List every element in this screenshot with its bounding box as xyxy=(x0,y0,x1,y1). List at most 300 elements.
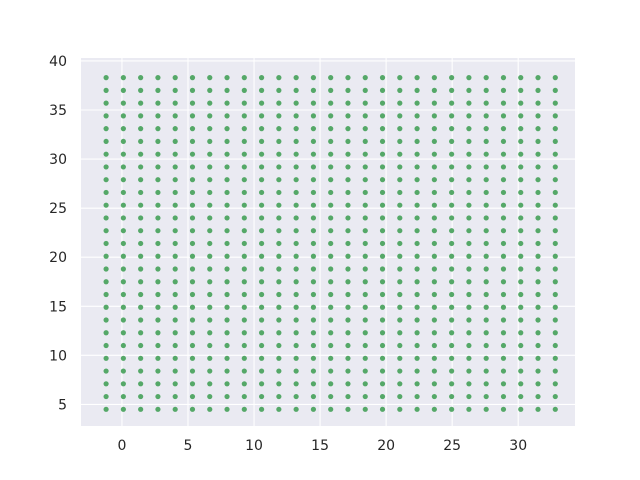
data-point xyxy=(449,381,454,386)
data-point xyxy=(190,394,195,399)
data-point xyxy=(121,215,126,220)
data-point xyxy=(104,228,109,233)
data-point xyxy=(173,343,178,348)
data-point xyxy=(242,152,247,157)
data-point xyxy=(104,75,109,80)
data-point xyxy=(345,126,350,131)
data-point xyxy=(242,241,247,246)
data-point xyxy=(414,381,419,386)
data-point xyxy=(414,343,419,348)
data-point xyxy=(276,152,281,157)
data-point xyxy=(242,228,247,233)
data-point xyxy=(121,177,126,182)
data-point xyxy=(224,330,229,335)
data-point xyxy=(207,266,212,271)
data-point xyxy=(363,139,368,144)
data-point xyxy=(484,164,489,169)
data-point xyxy=(311,254,316,259)
data-point xyxy=(449,343,454,348)
y-tick-label: 15 xyxy=(49,299,67,316)
data-point xyxy=(173,203,178,208)
data-point xyxy=(432,190,437,195)
data-point xyxy=(535,279,540,284)
data-point xyxy=(207,292,212,297)
data-point xyxy=(501,381,506,386)
x-axis-tick-labels xyxy=(117,438,527,454)
data-point xyxy=(104,139,109,144)
data-point xyxy=(259,190,264,195)
data-point xyxy=(501,177,506,182)
data-point xyxy=(242,75,247,80)
data-point xyxy=(190,101,195,106)
data-point xyxy=(311,75,316,80)
data-point xyxy=(449,126,454,131)
data-point xyxy=(242,330,247,335)
data-point xyxy=(190,266,195,271)
data-point xyxy=(155,101,160,106)
data-point xyxy=(380,228,385,233)
data-point xyxy=(276,190,281,195)
data-point xyxy=(276,381,281,386)
data-point xyxy=(345,215,350,220)
data-point xyxy=(173,356,178,361)
data-point xyxy=(138,215,143,220)
data-point xyxy=(294,113,299,118)
data-point xyxy=(294,164,299,169)
data-point xyxy=(207,330,212,335)
data-point xyxy=(518,228,523,233)
data-point xyxy=(363,203,368,208)
data-point xyxy=(121,203,126,208)
data-point xyxy=(449,113,454,118)
data-point xyxy=(484,241,489,246)
data-point xyxy=(535,228,540,233)
data-point xyxy=(328,152,333,157)
data-point xyxy=(207,228,212,233)
data-point xyxy=(397,266,402,271)
data-point xyxy=(311,215,316,220)
data-point xyxy=(363,152,368,157)
data-point xyxy=(432,254,437,259)
data-point xyxy=(414,292,419,297)
data-point xyxy=(104,279,109,284)
data-point xyxy=(190,203,195,208)
data-point xyxy=(518,215,523,220)
data-point xyxy=(535,305,540,310)
data-point xyxy=(414,254,419,259)
data-point xyxy=(432,266,437,271)
data-point xyxy=(173,75,178,80)
data-point xyxy=(224,279,229,284)
data-point xyxy=(173,152,178,157)
data-point xyxy=(535,343,540,348)
data-point xyxy=(173,292,178,297)
data-point xyxy=(484,75,489,80)
data-point xyxy=(363,228,368,233)
data-point xyxy=(432,407,437,412)
data-point xyxy=(553,279,558,284)
y-tick-label: 10 xyxy=(49,348,67,365)
data-point xyxy=(501,292,506,297)
data-point xyxy=(294,292,299,297)
data-point xyxy=(294,266,299,271)
data-point xyxy=(380,343,385,348)
data-point xyxy=(276,407,281,412)
data-point xyxy=(466,292,471,297)
data-point xyxy=(484,279,489,284)
data-point xyxy=(414,190,419,195)
data-point xyxy=(414,356,419,361)
data-point xyxy=(224,381,229,386)
data-point xyxy=(311,381,316,386)
data-point xyxy=(173,139,178,144)
data-point xyxy=(328,368,333,373)
data-point xyxy=(259,126,264,131)
data-point xyxy=(414,152,419,157)
data-point xyxy=(518,330,523,335)
data-point xyxy=(259,152,264,157)
data-point xyxy=(449,394,454,399)
data-point xyxy=(259,75,264,80)
data-point xyxy=(190,126,195,131)
data-point xyxy=(414,177,419,182)
data-point xyxy=(242,279,247,284)
data-point xyxy=(224,75,229,80)
data-point xyxy=(414,126,419,131)
data-point xyxy=(138,254,143,259)
data-point xyxy=(380,407,385,412)
data-point xyxy=(190,368,195,373)
data-point xyxy=(207,215,212,220)
data-point xyxy=(242,292,247,297)
data-point xyxy=(432,88,437,93)
data-point xyxy=(432,152,437,157)
data-point xyxy=(501,113,506,118)
data-point xyxy=(328,254,333,259)
data-point xyxy=(173,407,178,412)
data-point xyxy=(259,330,264,335)
data-point xyxy=(276,228,281,233)
data-point xyxy=(380,139,385,144)
data-point xyxy=(190,254,195,259)
data-point xyxy=(138,407,143,412)
data-point xyxy=(207,241,212,246)
data-point xyxy=(207,164,212,169)
data-point xyxy=(311,368,316,373)
data-point xyxy=(466,101,471,106)
data-point xyxy=(484,126,489,131)
data-point xyxy=(414,88,419,93)
data-point xyxy=(207,152,212,157)
data-point xyxy=(207,139,212,144)
data-point xyxy=(121,113,126,118)
data-point xyxy=(535,254,540,259)
data-point xyxy=(173,305,178,310)
data-point xyxy=(294,241,299,246)
data-point xyxy=(276,317,281,322)
y-tick-label: 25 xyxy=(49,201,67,218)
data-point xyxy=(363,330,368,335)
data-point xyxy=(328,330,333,335)
data-point xyxy=(259,381,264,386)
data-point xyxy=(466,203,471,208)
data-point xyxy=(294,215,299,220)
data-point xyxy=(553,407,558,412)
data-point xyxy=(173,330,178,335)
data-point xyxy=(484,113,489,118)
data-point xyxy=(138,101,143,106)
data-point xyxy=(518,279,523,284)
y-tick-label: 5 xyxy=(58,397,67,414)
data-point xyxy=(553,343,558,348)
data-point xyxy=(138,113,143,118)
data-point xyxy=(173,126,178,131)
data-point xyxy=(414,215,419,220)
data-point xyxy=(397,126,402,131)
data-point xyxy=(155,305,160,310)
data-point xyxy=(104,394,109,399)
data-point xyxy=(363,381,368,386)
data-point xyxy=(449,177,454,182)
data-point xyxy=(518,88,523,93)
data-point xyxy=(380,394,385,399)
data-point xyxy=(449,75,454,80)
data-point xyxy=(190,75,195,80)
data-point xyxy=(518,75,523,80)
data-point xyxy=(294,381,299,386)
data-point xyxy=(397,88,402,93)
data-point xyxy=(138,152,143,157)
data-point xyxy=(259,101,264,106)
data-point xyxy=(535,88,540,93)
data-point xyxy=(276,292,281,297)
data-point xyxy=(121,88,126,93)
data-point xyxy=(173,368,178,373)
data-point xyxy=(397,356,402,361)
data-point xyxy=(207,305,212,310)
data-point xyxy=(311,292,316,297)
data-point xyxy=(432,126,437,131)
data-point xyxy=(173,254,178,259)
data-point xyxy=(484,292,489,297)
data-point xyxy=(311,101,316,106)
data-point xyxy=(328,228,333,233)
data-point xyxy=(259,228,264,233)
data-point xyxy=(155,266,160,271)
data-point xyxy=(328,381,333,386)
data-point xyxy=(224,266,229,271)
data-point xyxy=(224,356,229,361)
data-point xyxy=(501,228,506,233)
data-point xyxy=(553,75,558,80)
data-point xyxy=(121,407,126,412)
data-point xyxy=(397,381,402,386)
y-tick-label: 40 xyxy=(49,53,67,70)
data-point xyxy=(397,164,402,169)
data-point xyxy=(345,190,350,195)
data-point xyxy=(190,317,195,322)
data-point xyxy=(345,381,350,386)
data-point xyxy=(518,407,523,412)
data-point xyxy=(518,139,523,144)
data-point xyxy=(276,254,281,259)
data-point xyxy=(553,241,558,246)
data-point xyxy=(535,113,540,118)
data-point xyxy=(190,190,195,195)
data-point xyxy=(432,75,437,80)
data-point xyxy=(259,292,264,297)
data-point xyxy=(553,164,558,169)
data-point xyxy=(484,266,489,271)
data-point xyxy=(276,368,281,373)
data-point xyxy=(259,88,264,93)
data-point xyxy=(432,203,437,208)
data-point xyxy=(121,330,126,335)
data-point xyxy=(207,88,212,93)
data-point xyxy=(484,88,489,93)
data-point xyxy=(138,279,143,284)
data-point xyxy=(380,177,385,182)
data-point xyxy=(553,152,558,157)
data-point xyxy=(466,317,471,322)
data-point xyxy=(207,190,212,195)
data-point xyxy=(466,381,471,386)
data-point xyxy=(518,152,523,157)
data-point xyxy=(328,190,333,195)
data-point xyxy=(432,330,437,335)
data-point xyxy=(397,241,402,246)
data-point xyxy=(242,126,247,131)
data-point xyxy=(138,190,143,195)
data-point xyxy=(328,126,333,131)
y-tick-label: 30 xyxy=(49,152,67,169)
data-point xyxy=(432,164,437,169)
data-point xyxy=(328,164,333,169)
data-point xyxy=(259,139,264,144)
data-point xyxy=(104,292,109,297)
data-point xyxy=(518,317,523,322)
data-point xyxy=(380,164,385,169)
data-point xyxy=(311,407,316,412)
data-point xyxy=(363,368,368,373)
data-point xyxy=(466,368,471,373)
data-point xyxy=(449,203,454,208)
data-point xyxy=(138,203,143,208)
data-point xyxy=(155,215,160,220)
data-point xyxy=(207,113,212,118)
data-point xyxy=(363,305,368,310)
data-point xyxy=(190,177,195,182)
data-point xyxy=(501,394,506,399)
data-point xyxy=(380,215,385,220)
data-point xyxy=(363,113,368,118)
data-point xyxy=(414,75,419,80)
data-point xyxy=(432,381,437,386)
data-point xyxy=(501,164,506,169)
data-point xyxy=(397,279,402,284)
data-point xyxy=(104,101,109,106)
data-point xyxy=(501,139,506,144)
data-point xyxy=(207,356,212,361)
data-point xyxy=(345,203,350,208)
data-point xyxy=(345,266,350,271)
data-point xyxy=(397,177,402,182)
data-point xyxy=(155,330,160,335)
data-point xyxy=(155,113,160,118)
data-point xyxy=(104,330,109,335)
data-point xyxy=(173,177,178,182)
data-point xyxy=(121,381,126,386)
data-point xyxy=(397,343,402,348)
data-point xyxy=(397,330,402,335)
data-point xyxy=(484,101,489,106)
data-point xyxy=(104,190,109,195)
data-point xyxy=(484,203,489,208)
data-point xyxy=(501,330,506,335)
data-point xyxy=(432,101,437,106)
data-point xyxy=(173,279,178,284)
data-point xyxy=(380,113,385,118)
data-point xyxy=(328,407,333,412)
data-point xyxy=(173,113,178,118)
data-point xyxy=(345,330,350,335)
data-point xyxy=(259,215,264,220)
data-point xyxy=(345,254,350,259)
data-point xyxy=(311,190,316,195)
data-point xyxy=(466,343,471,348)
data-point xyxy=(276,215,281,220)
data-point xyxy=(242,215,247,220)
data-point xyxy=(518,203,523,208)
data-point xyxy=(294,317,299,322)
data-point xyxy=(328,75,333,80)
x-tick-label: 30 xyxy=(509,438,528,454)
data-point xyxy=(501,190,506,195)
data-point xyxy=(518,113,523,118)
data-point xyxy=(363,356,368,361)
data-point xyxy=(466,330,471,335)
data-point xyxy=(449,139,454,144)
data-point xyxy=(138,139,143,144)
data-point xyxy=(311,241,316,246)
data-point xyxy=(553,215,558,220)
data-point xyxy=(501,305,506,310)
data-point xyxy=(276,305,281,310)
data-point xyxy=(224,113,229,118)
data-point xyxy=(380,126,385,131)
data-point xyxy=(224,292,229,297)
data-point xyxy=(535,381,540,386)
data-point xyxy=(449,330,454,335)
data-point xyxy=(432,305,437,310)
data-point xyxy=(380,254,385,259)
data-point xyxy=(121,190,126,195)
data-point xyxy=(121,126,126,131)
y-axis-tick-labels xyxy=(49,54,67,413)
data-point xyxy=(276,126,281,131)
data-point xyxy=(414,305,419,310)
data-point xyxy=(345,407,350,412)
data-point xyxy=(224,394,229,399)
data-point xyxy=(345,317,350,322)
data-point xyxy=(414,228,419,233)
data-point xyxy=(173,101,178,106)
data-point xyxy=(104,356,109,361)
data-point xyxy=(155,407,160,412)
data-point xyxy=(138,368,143,373)
data-point xyxy=(138,394,143,399)
data-point xyxy=(207,368,212,373)
